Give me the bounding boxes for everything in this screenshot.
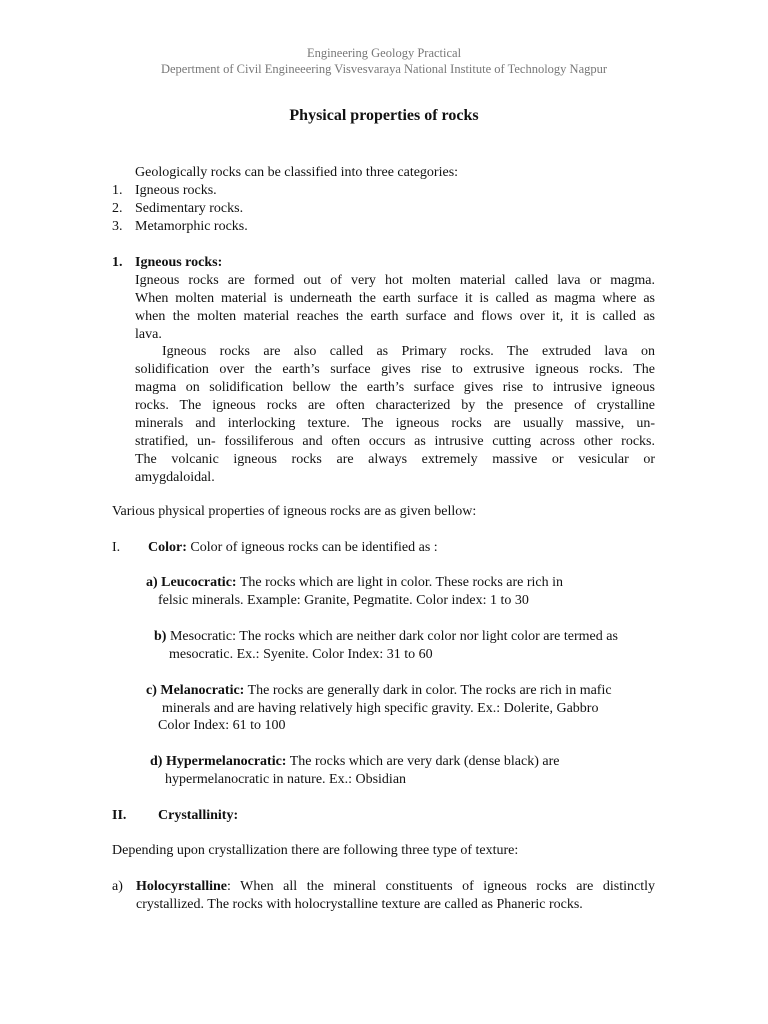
paragraph-line: lava.	[135, 327, 162, 342]
hypermelanocratic-text-line2: hypermelanocratic in nature. Ex.: Obsidian	[165, 772, 407, 787]
leucocratic-label: a) Leucocratic:	[146, 575, 237, 590]
melanocratic-text-line2: minerals and are having relatively high specific gravity. Ex.: Dolerite, Gabbro	[162, 701, 599, 716]
paragraph-line: solidification over the earth’s surface gives rise to extrusive igneous rocks. The	[135, 362, 655, 377]
holocrystalline-text: : When all the mineral constituents of igneous rocks are distinctly	[227, 879, 655, 894]
hypermelanocratic-label: d) Hypermelanocratic:	[150, 754, 287, 769]
crystallinity-heading: Crystallinity:	[158, 808, 239, 823]
page-title: Physical properties of rocks	[289, 107, 479, 124]
paragraph-line: stratified, un- fossiliferous and often occurs as intrusive cutting across other rocks.	[135, 434, 655, 449]
mesocratic-label: b)	[154, 629, 167, 644]
color-item-d	[150, 753, 559, 771]
roman-numeral: II.	[112, 808, 127, 823]
color-item-b	[154, 628, 618, 646]
melanocratic-text-line3: Color Index: 61 to 100	[158, 718, 286, 733]
holocrystalline-label: Holocyrstalline	[136, 879, 227, 894]
section-heading: Igneous rocks:	[135, 255, 223, 270]
paragraph-line: The volcanic igneous rocks are always extremely massive or vesicular or	[135, 452, 655, 467]
color-item-c	[146, 682, 612, 700]
hypermelanocratic-text: The rocks which are very dark (dense black) are	[286, 754, 560, 769]
list-item-letter: a)	[112, 879, 123, 894]
document-header-department: Depertment of Civil Engineeering Visvesvaraya National Institute of Technology Nagpur	[160, 62, 608, 76]
list-item: Sedimentary rocks.	[135, 201, 244, 216]
color-heading	[148, 539, 438, 557]
document-header-title: Engineering Geology Practical	[306, 46, 462, 60]
list-item-number: 1.	[112, 183, 123, 198]
roman-numeral: I.	[112, 540, 121, 555]
paragraph-line: When molten material is underneath the earth surface it is called as magma where as	[135, 291, 655, 306]
color-label: Color:	[148, 540, 187, 555]
holocrystalline-line1	[136, 878, 655, 896]
crystallinity-intro: Depending upon crystallization there are following three type of texture:	[112, 843, 519, 858]
color-text: Color of igneous rocks can be identified as :	[186, 540, 438, 555]
paragraph-line: rocks. The igneous rocks are often characterized by the presence of crystalline	[135, 398, 655, 413]
list-item: Metamorphic rocks.	[135, 219, 248, 234]
section-number: 1.	[112, 255, 123, 270]
mesocratic-text: Mesocratic: The rocks which are neither dark color nor light color are termed as	[166, 629, 618, 644]
list-item: Igneous rocks.	[135, 183, 217, 198]
melanocratic-label: c) Melanocratic:	[146, 683, 245, 698]
paragraph-line: minerals and interlocking texture. The igneous rocks are usually massive, un-	[135, 416, 655, 431]
melanocratic-text: The rocks are generally dark in color. The rocks are rich in mafic	[244, 683, 612, 698]
intro-text: Geologically rocks can be classified into three categories:	[135, 165, 459, 180]
list-item-number: 3.	[112, 219, 123, 234]
mesocratic-text-line2: mesocratic. Ex.: Syenite. Color Index: 31 to 60	[169, 647, 433, 662]
holocrystalline-line2: crystallized. The rocks with holocrystalline texture are called as Phaneric rocks.	[136, 897, 583, 912]
paragraph-line: Igneous rocks are also called as Primary rocks. The extruded lava on	[162, 344, 655, 359]
list-item-number: 2.	[112, 201, 123, 216]
color-item-a	[146, 574, 563, 592]
paragraph-line: amygdaloidal.	[135, 470, 215, 485]
leucocratic-text-line2: felsic minerals. Example: Granite, Pegmatite. Color index: 1 to 30	[158, 593, 529, 608]
paragraph-line: Igneous rocks are formed out of very hot molten material called lava or magma.	[135, 273, 655, 288]
paragraph-line: magma on solidification bellow the earth’s surface gives rise to intrusive igneous	[135, 380, 655, 395]
paragraph-line: when the molten material reaches the earth surface and flows over it, it is called as	[135, 309, 655, 324]
leucocratic-text: The rocks which are light in color. These rocks are rich in	[236, 575, 564, 590]
section-intro: Various physical properties of igneous rocks are as given bellow:	[112, 504, 477, 519]
